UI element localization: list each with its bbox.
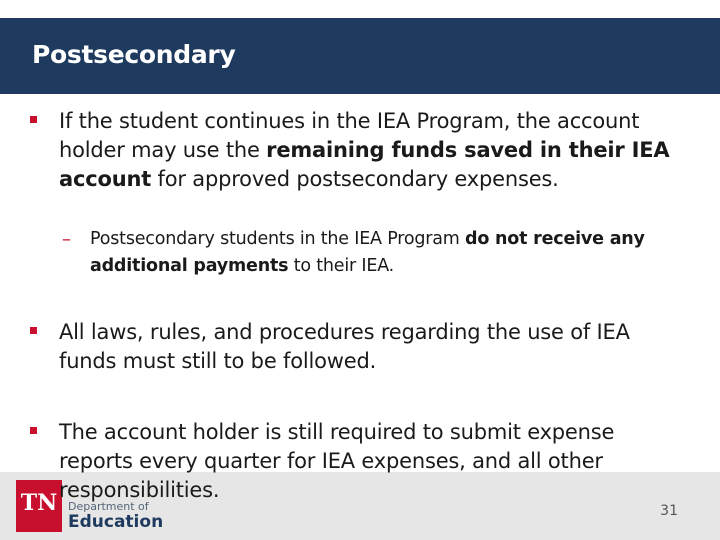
bullet-item-2: [30, 318, 690, 376]
square-bullet-icon: [30, 327, 37, 334]
sub-bullet-text-b: to their IEA.: [288, 256, 395, 276]
bullet-item-3: [30, 418, 690, 505]
logo-department: Department of: [68, 500, 149, 513]
dash-bullet-icon: –: [62, 229, 71, 250]
bullet-1-bold: remaining funds saved in their IEA account: [59, 138, 670, 191]
bullet-text-1: [59, 107, 690, 194]
bullet-text-2: All laws, rules, and procedures regarding the use of IEA funds must still to be followed.: [59, 320, 630, 373]
sub-bullet-text: [90, 226, 682, 280]
bullet-1-text-a: If the student continues in the IEA Program, the account holder may use the: [59, 109, 640, 162]
sub-bullet-text-a: Postsecondary students in the IEA Program: [90, 229, 465, 249]
logo-name: Education: [68, 512, 164, 532]
page-number: 31: [660, 503, 678, 519]
sub-bullet-bold: do not receive any additional payments: [90, 229, 645, 276]
square-bullet-icon: [30, 427, 37, 434]
sub-bullet-item: [62, 226, 682, 280]
bullet-text-3: The account holder is still required to submit expense reports every quarter for IEA expenses, and all other responsibilities.: [59, 420, 615, 502]
square-bullet-icon: [30, 116, 37, 123]
bullet-item-1: [30, 107, 690, 194]
slide-title: Postsecondary: [32, 40, 236, 69]
logo-initials: TN: [20, 490, 58, 516]
bullet-1-text-b: for approved postsecondary expenses.: [151, 167, 559, 191]
